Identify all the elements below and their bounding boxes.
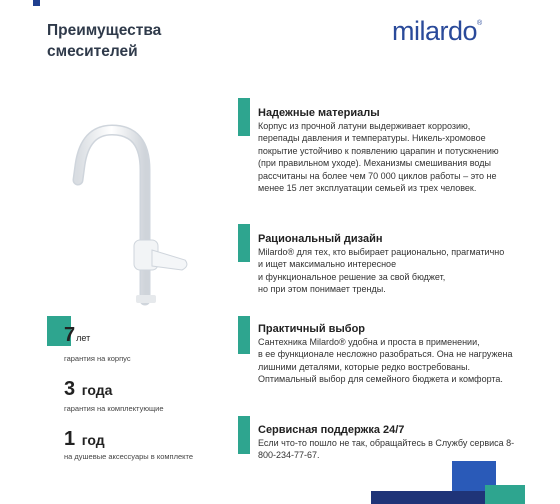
stat-3-unit: год — [81, 432, 105, 448]
stat-3-caption: на душевые аксессуары в комплекте — [64, 452, 194, 461]
stat-1-unit: лет — [76, 333, 91, 343]
top-accent-bar — [33, 0, 40, 6]
brand-logo — [392, 16, 482, 47]
brand-registered-mark: ® — [477, 20, 482, 27]
feature-title-2: Рациональный дизайн — [258, 233, 383, 245]
feature-body-4: Если что-то пошло не так, обращайтесь в Службу сервиса 8- 800-234-77-67. — [258, 438, 515, 461]
page-title-line2: смесителей — [47, 43, 138, 60]
feature-title-4: Сервисная поддержка 24/7 — [258, 424, 405, 436]
stat-3-value: 1 — [64, 428, 76, 450]
feature-body-3: Сантехника Milardo® удобна и проста в применении, в ее функционале несложно разобраться. Она не нагружена лишними деталями, которые редко востребованы. Оптимальный выбор для семейного бюджета и комфорта. — [258, 337, 513, 385]
decor-navy-bar — [371, 491, 485, 504]
stat-1-number — [64, 324, 90, 347]
faucet-image — [40, 110, 220, 310]
stat-1-caption: гарантия на корпус — [64, 354, 131, 363]
feature-title-1: Надежные материалы — [258, 107, 380, 119]
feature-accent-4 — [238, 416, 250, 454]
feature-title-3: Практичный выбор — [258, 323, 366, 335]
stat-3-number — [64, 428, 105, 451]
stat-1-value: 7 — [64, 324, 76, 346]
stat-2-number — [64, 378, 112, 401]
feature-accent-2 — [238, 224, 250, 262]
page-title-line1: Преимущества — [47, 22, 162, 39]
stat-2-value: 3 — [64, 378, 76, 400]
brand-name: milardo — [392, 16, 478, 46]
feature-accent-3 — [238, 316, 250, 354]
feature-body-1: Корпус из прочной латуни выдерживает коррозию, перепады давления и температуры. Никель-хромовое покрытие устойчиво к появлению царапин и потускнению (при правильном уходе). Механизмы смешивания воды рассчитаны на более чем 70 000 циклов работы – это не менее 15 лет эксплуатации семьей из трех человек. — [258, 121, 499, 194]
feature-accent-1 — [238, 98, 250, 136]
decor-teal-block — [485, 485, 525, 504]
stat-2-caption: гарантия на комплектующие — [64, 404, 164, 413]
feature-body-2: Milardo® для тех, кто выбирает рационально, прагматично и ищет максимально интересное и функциональное решение за свой бюджет, но при этом понимает тренды. — [258, 247, 505, 295]
stat-2-unit: года — [81, 382, 113, 398]
page-title — [47, 20, 161, 62]
